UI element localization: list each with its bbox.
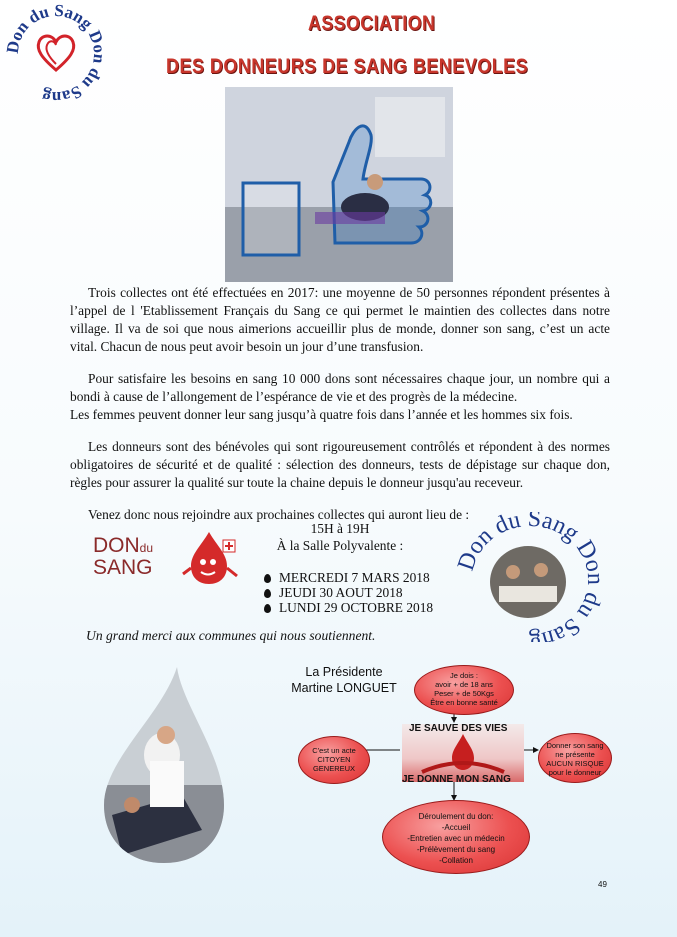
- paragraph: Pour satisfaire les besoins en sang 10 000 dons sont nécessaires chaque jour, un nombre qui a bondi à cause de l’allongement de l’espérance de vie et des progrès de la médecine.: [70, 371, 610, 404]
- logo-word-sang: SANG: [93, 556, 153, 579]
- drop-bullet-icon: [264, 574, 271, 583]
- schedule-date: MERCREDI 7 MARS 2018: [264, 570, 430, 586]
- schedule-date: LUNDI 29 OCTOBRE 2018: [264, 600, 433, 616]
- schedule-info: [270, 520, 410, 554]
- schedule-hours: 15H à 19H: [310, 521, 370, 536]
- svg-text:Don du Sang Don du Sang: on du Sang D du Sang: [6, 4, 106, 104]
- signature-name: Martine LONGUET: [291, 681, 397, 695]
- header-title-line2: DES DONNEURS DE SANG BENEVOLES: [166, 55, 529, 78]
- blood-drop-mascot-icon: [181, 528, 241, 588]
- signature-role: La Présidente: [305, 665, 383, 679]
- citizen-act-bubble: C'est un acte CITOYEN GENEREUX: [298, 736, 370, 784]
- drop-bullet-icon: [264, 589, 271, 598]
- logo-word-don: DON: [93, 534, 140, 557]
- banner-give-blood: JE DONNE MON SANG: [402, 774, 511, 785]
- thumbs-up-photo: [225, 87, 453, 282]
- drop-bullet-icon: [264, 604, 271, 613]
- svg-text:Don du Sang Don du Sang: Don du Sang Do du Sang: [455, 512, 605, 642]
- don-du-sang-photo-logo: [455, 512, 605, 642]
- article-body: [70, 284, 610, 538]
- page-number: 49: [598, 880, 607, 889]
- don-du-sang-logo: [6, 4, 106, 104]
- donation-steps-bubble: Déroulement du don: -Accueil -Entretien avec un médecin -Prélèvement du sang -Collation: [382, 800, 530, 874]
- banner-save-lives: JE SAUVE DES VIES: [409, 723, 508, 734]
- paragraph: Les donneurs sont des bénévoles qui sont rigoureusement contrôlés et répondent à des normes obligatoires de sécurité et de qualité : sélection des donneurs, tests de dépistage sur chaque don, règles pour assurer la qualité sur toute la chaine depuis le donneur jusqu'au receveur.: [70, 439, 610, 490]
- no-risk-bubble: Donner son sang ne présente AUCUN RISQUE pour le donneur: [538, 733, 612, 783]
- thanks-note: Un grand merci aux communes qui nous soutiennent.: [86, 628, 376, 643]
- requirements-bubble: Je dois : avoir + de 18 ans Peser + de 50Kgs Être en bonne santé: [414, 665, 514, 715]
- header-title-line1: ASSOCIATION: [308, 12, 436, 35]
- don-du-sang-mascot-logo: [93, 528, 243, 588]
- schedule-date: JEUDI 30 AOUT 2018: [264, 585, 403, 601]
- schedule-place: À la Salle Polyvalente :: [276, 538, 404, 553]
- logo-word-du: du: [139, 541, 154, 555]
- paragraph: Les femmes peuvent donner leur sang jusqu’à quatre fois dans l’année et les hommes six fois.: [70, 407, 573, 422]
- paragraph: Trois collectes ont été effectuées en 2017: une moyenne de 50 personnes répondent présentes à l’appel de l 'Etablissement Français du Sang ce qui permet le maintien des collectes dans notre village. Il va de soi que nous aimerions accueillir plus de monde, donner son sang, c’est un acte vital. Chacun de nous peut avoir besoin un jour d’une transfusion.: [70, 285, 610, 354]
- blood-drop-photo: [102, 665, 227, 865]
- paragraph: Venez donc nous rejoindre aux prochaines collectes qui auront lieu de :: [88, 507, 470, 522]
